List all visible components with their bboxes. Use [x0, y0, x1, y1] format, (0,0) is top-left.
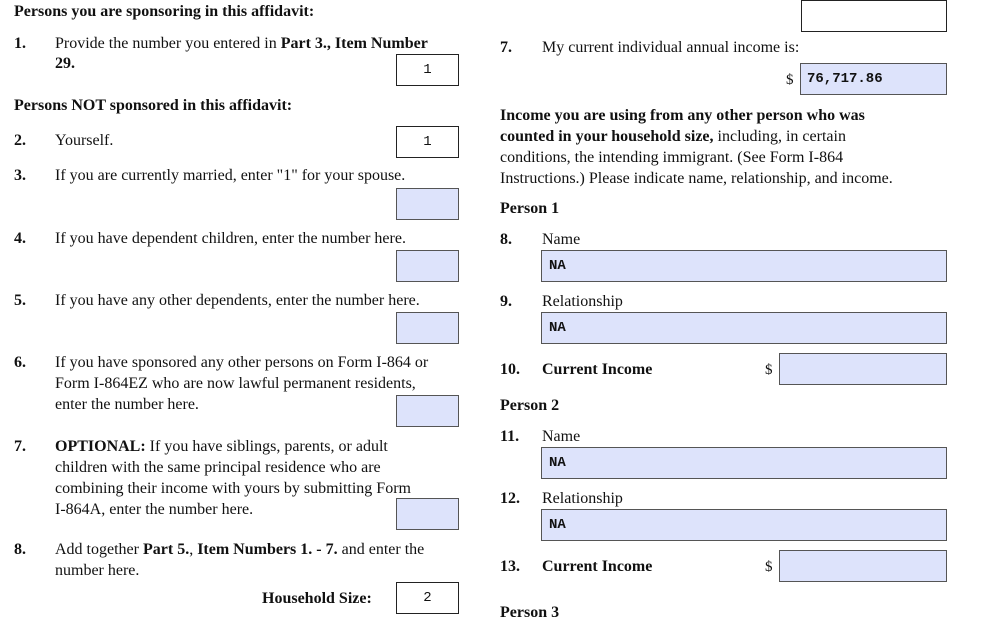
item-8-item-ref: Item Numbers 1. - 7. [197, 541, 338, 558]
item-5-label: If you have any other dependents, enter the number here. [55, 292, 420, 309]
person-1-currency: $ [765, 362, 773, 378]
top-field[interactable] [801, 0, 947, 32]
item-1-label [55, 34, 428, 54]
item-7-text: If you have siblings, parents, or adult [145, 438, 388, 455]
other-income-text: including, in certain [713, 128, 846, 145]
item-8-part-ref: Part 5. [142, 541, 190, 558]
person-2-income-input[interactable] [779, 550, 947, 582]
item-1-number: 1. [14, 35, 26, 52]
item-1-text: Provide the number you entered in [55, 35, 281, 52]
person-2-relationship-label: Relationship [542, 490, 623, 507]
item-7-line-4: I-864A, enter the number here. [55, 501, 254, 518]
item-6-input[interactable] [396, 395, 459, 427]
item-10r-number: 10. [500, 361, 520, 378]
item-1-input[interactable]: 1 [396, 54, 459, 86]
other-income-line-4: Instructions.) Please indicate name, relationship, and income. [500, 170, 893, 187]
person-1-name-input[interactable]: NA [541, 250, 947, 282]
item-2-input[interactable]: 1 [396, 126, 459, 158]
other-income-line-3: conditions, the intending immigrant. (See Form I-864 [500, 149, 844, 166]
other-income-bold: counted in your household size, [500, 128, 714, 145]
other-income-line-2 [500, 127, 846, 147]
item-12r-number: 12. [500, 490, 520, 507]
item-1-ref: Part 3., Item Number [280, 35, 428, 52]
item-6-line-1: If you have sponsored any other persons on Form I-864 or [55, 354, 429, 371]
person-2-currency: $ [765, 559, 773, 575]
item-13r-number: 13. [500, 558, 520, 575]
item-2-label: Yourself. [55, 132, 114, 149]
item-5-number: 5. [14, 292, 26, 309]
income-item-7-number: 7. [500, 39, 512, 56]
item-4-input[interactable] [396, 250, 459, 282]
item-2-number: 2. [14, 132, 26, 149]
item-8-text-post: and enter the [337, 541, 425, 558]
item-6-number: 6. [14, 354, 26, 371]
item-8-line-1 [55, 540, 424, 560]
not-sponsored-heading: Persons NOT sponsored in this affidavit: [14, 97, 293, 114]
person-1-name-label: Name [542, 231, 581, 248]
sponsored-heading: Persons you are sponsoring in this affidavit: [14, 3, 315, 20]
item-1-ref-number: 29. [55, 55, 75, 72]
person-1-income-input[interactable] [779, 353, 947, 385]
item-7-input[interactable] [396, 498, 459, 530]
item-7-number: 7. [14, 438, 26, 455]
person-2-income-label: Current Income [542, 558, 653, 575]
item-7-line-2: children with the same principal residence who are [55, 459, 381, 476]
item-8-line-2: number here. [55, 562, 140, 579]
income-currency: $ [786, 72, 794, 88]
item-3-label: If you are currently married, enter "1" for your spouse. [55, 167, 406, 184]
person-2-name-input[interactable]: NA [541, 447, 947, 479]
person-1-relationship-input[interactable]: NA [541, 312, 947, 344]
item-9r-number: 9. [500, 293, 512, 310]
other-income-line-1: Income you are using from any other person who was [500, 107, 865, 124]
item-8r-number: 8. [500, 231, 512, 248]
household-size-input[interactable]: 2 [396, 582, 459, 614]
person-2-relationship-input[interactable]: NA [541, 509, 947, 541]
item-4-number: 4. [14, 230, 26, 247]
income-item-7-label: My current individual annual income is: [542, 39, 800, 56]
item-7-line-3: combining their income with yours by submitting Form [55, 480, 411, 497]
item-3-input[interactable] [396, 188, 459, 220]
item-3-number: 3. [14, 167, 26, 184]
item-4-label: If you have dependent children, enter the number here. [55, 230, 406, 247]
optional-label: OPTIONAL: [55, 438, 146, 455]
person-3-heading: Person 3 [500, 604, 560, 621]
item-8-separator: , [189, 541, 198, 558]
person-1-relationship-label: Relationship [542, 293, 623, 310]
item-6-line-3: enter the number here. [55, 396, 199, 413]
household-size-label: Household Size: [262, 590, 372, 607]
item-7-line-1 [55, 437, 388, 457]
annual-income-input[interactable]: 76,717.86 [800, 63, 947, 95]
item-6-line-2: Form I-864EZ who are now lawful permanent residents, [55, 375, 416, 392]
person-1-heading: Person 1 [500, 200, 560, 217]
person-2-name-label: Name [542, 428, 581, 445]
item-5-input[interactable] [396, 312, 459, 344]
person-2-heading: Person 2 [500, 397, 560, 414]
item-11r-number: 11. [500, 428, 520, 445]
person-1-income-label: Current Income [542, 361, 653, 378]
item-8-text-pre: Add together [55, 541, 143, 558]
item-8-number: 8. [14, 541, 26, 558]
